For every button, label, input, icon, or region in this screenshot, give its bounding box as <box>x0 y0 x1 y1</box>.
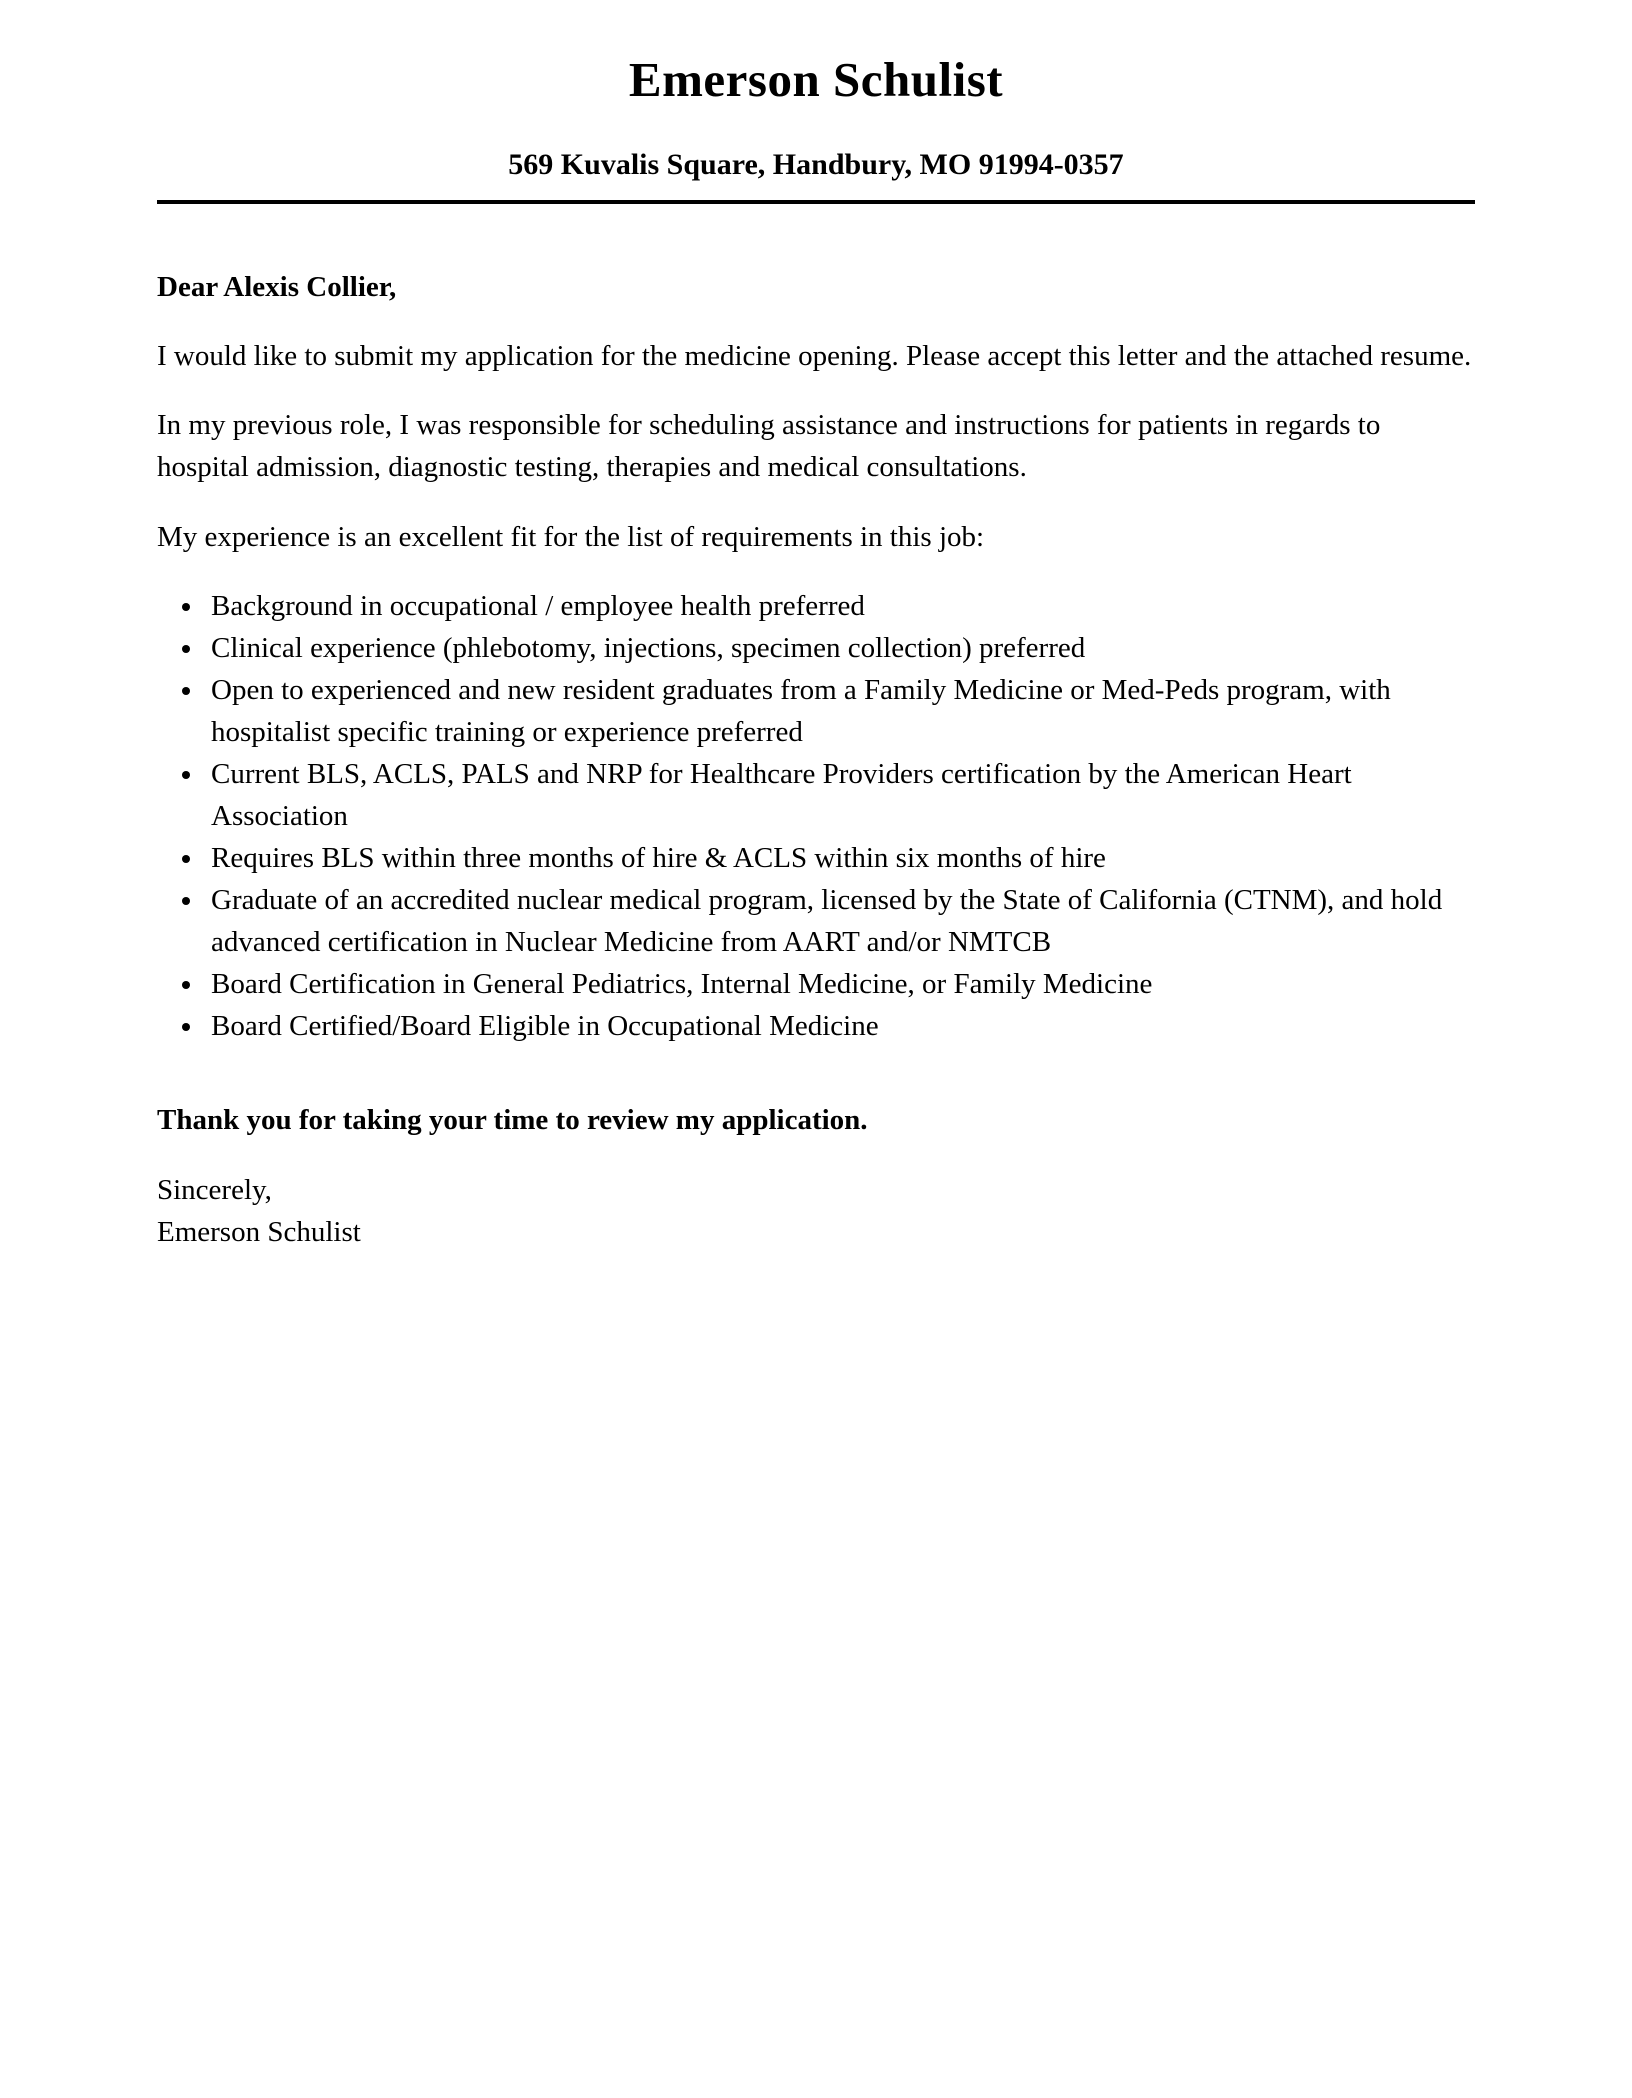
list-item: • Board Certified/Board Eligible in Occupational Medicine <box>205 1005 1475 1047</box>
list-item: • Requires BLS within three months of hire & ACLS within six months of hire <box>205 837 1475 879</box>
paragraph-fit-intro: My experience is an excellent fit for the list of requirements in this job: <box>157 520 985 553</box>
salutation: Dear Alexis Collier, <box>157 271 397 304</box>
sender-address: 569 Kuvalis Square, Handbury, MO 91994-0357 <box>508 148 1124 182</box>
paragraph-previous-role: In my previous role, I was responsible for scheduling assistance and instructions for patients in regards to hospital admission, diagnostic testing, therapies and medical consultations. <box>157 409 1381 484</box>
closing-statement: Thank you for taking your time to review my application. <box>157 1104 868 1137</box>
list-item: • Open to experienced and new resident graduates from a Family Medicine or Med-Peds program, with hospitalist specific training or experience preferred <box>205 669 1475 753</box>
sender-name-heading: Emerson Schulist <box>628 52 1004 107</box>
signature-name: Emerson Schulist <box>157 1216 361 1249</box>
list-item: • Board Certification in General Pediatrics, Internal Medicine, or Family Medicine <box>205 963 1475 1005</box>
header-divider-rule <box>157 200 1475 204</box>
list-item: • Clinical experience (phlebotomy, injections, specimen collection) preferred <box>205 627 1475 669</box>
list-item: • Current BLS, ACLS, PALS and NRP for Healthcare Providers certification by the American Heart Association <box>205 753 1475 837</box>
letter-header <box>157 52 1475 204</box>
signoff: Sincerely, <box>157 1174 272 1207</box>
list-item: • Graduate of an accredited nuclear medical program, licensed by the State of California (CTNM), and hold advanced certification in Nuclear Medicine from AART and/or NMTCB <box>205 879 1475 963</box>
paragraph-intro: I would like to submit my application for the medicine opening. Please accept this letter and the attached resume. <box>157 340 1472 373</box>
requirements-list <box>157 585 1475 1048</box>
list-item: • Background in occupational / employee health preferred <box>205 585 1475 627</box>
